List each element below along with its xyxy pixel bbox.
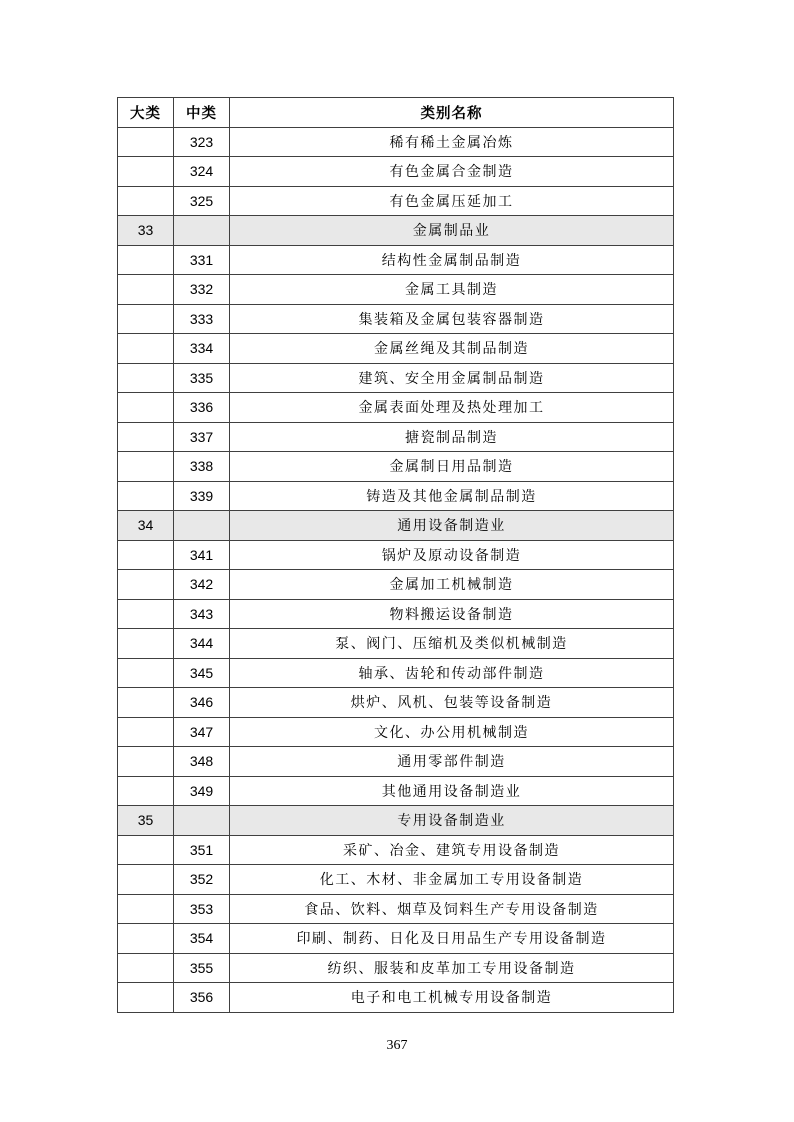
table-row <box>118 304 674 334</box>
category-name-cell: 电子和电工机械专用设备制造 <box>230 983 674 1013</box>
major-class-cell <box>118 953 174 983</box>
major-class-cell <box>118 865 174 895</box>
major-class-cell <box>118 481 174 511</box>
middle-class-cell: 345 <box>174 658 230 688</box>
middle-class-cell: 355 <box>174 953 230 983</box>
middle-class-cell: 348 <box>174 747 230 777</box>
major-class-cell <box>118 688 174 718</box>
middle-class-cell: 347 <box>174 717 230 747</box>
middle-class-cell: 344 <box>174 629 230 659</box>
major-class-cell <box>118 983 174 1013</box>
category-name-cell: 有色金属压延加工 <box>230 186 674 216</box>
category-name-cell: 物料搬运设备制造 <box>230 599 674 629</box>
major-class-cell <box>118 717 174 747</box>
major-class-cell <box>118 570 174 600</box>
category-name-cell: 烘炉、风机、包装等设备制造 <box>230 688 674 718</box>
category-name-cell: 化工、木材、非金属加工专用设备制造 <box>230 865 674 895</box>
industry-classification-table <box>117 97 674 1013</box>
category-name-cell: 有色金属合金制造 <box>230 157 674 187</box>
table-row <box>118 570 674 600</box>
major-class-cell <box>118 835 174 865</box>
category-name-cell: 纺织、服装和皮革加工专用设备制造 <box>230 953 674 983</box>
major-class-cell <box>118 776 174 806</box>
middle-class-cell: 331 <box>174 245 230 275</box>
major-class-cell <box>118 629 174 659</box>
table-row <box>118 481 674 511</box>
category-name-cell: 食品、饮料、烟草及饲料生产专用设备制造 <box>230 894 674 924</box>
category-name-cell: 金属丝绳及其制品制造 <box>230 334 674 364</box>
page-number: 367 <box>386 1038 408 1053</box>
table-row <box>118 422 674 452</box>
table-row <box>118 186 674 216</box>
table-row <box>118 835 674 865</box>
middle-class-cell: 325 <box>174 186 230 216</box>
major-class-cell <box>118 747 174 777</box>
category-name-cell: 轴承、齿轮和传动部件制造 <box>230 658 674 688</box>
major-class-cell <box>118 186 174 216</box>
major-class-cell <box>118 924 174 954</box>
middle-class-cell: 346 <box>174 688 230 718</box>
table-row <box>118 688 674 718</box>
table-row <box>118 127 674 157</box>
table-row <box>118 983 674 1013</box>
middle-class-cell: 341 <box>174 540 230 570</box>
major-class-cell: 33 <box>118 216 174 246</box>
middle-class-cell: 332 <box>174 275 230 305</box>
category-name-cell: 通用设备制造业 <box>230 511 674 541</box>
middle-class-cell: 352 <box>174 865 230 895</box>
header-category-name: 类别名称 <box>230 98 674 128</box>
category-name-cell: 搪瓷制品制造 <box>230 422 674 452</box>
middle-class-cell <box>174 806 230 836</box>
major-class-cell <box>118 363 174 393</box>
category-name-cell: 泵、阀门、压缩机及类似机械制造 <box>230 629 674 659</box>
major-class-cell <box>118 540 174 570</box>
major-class-cell <box>118 393 174 423</box>
table-row <box>118 865 674 895</box>
major-class-cell <box>118 658 174 688</box>
category-name-cell: 稀有稀土金属冶炼 <box>230 127 674 157</box>
major-class-cell <box>118 245 174 275</box>
middle-class-cell: 354 <box>174 924 230 954</box>
middle-class-cell: 336 <box>174 393 230 423</box>
major-class-cell <box>118 422 174 452</box>
table-row <box>118 747 674 777</box>
table-row <box>118 776 674 806</box>
table-row <box>118 511 674 541</box>
category-name-cell: 金属制日用品制造 <box>230 452 674 482</box>
table-row <box>118 334 674 364</box>
category-name-cell: 集装箱及金属包装容器制造 <box>230 304 674 334</box>
major-class-cell <box>118 275 174 305</box>
table-row <box>118 363 674 393</box>
major-class-cell: 35 <box>118 806 174 836</box>
table-row <box>118 953 674 983</box>
middle-class-cell: 343 <box>174 599 230 629</box>
major-class-cell <box>118 304 174 334</box>
middle-class-cell: 349 <box>174 776 230 806</box>
middle-class-cell: 334 <box>174 334 230 364</box>
middle-class-cell: 353 <box>174 894 230 924</box>
category-name-cell: 金属加工机械制造 <box>230 570 674 600</box>
table-row <box>118 245 674 275</box>
major-class-cell <box>118 599 174 629</box>
category-name-cell: 金属表面处理及热处理加工 <box>230 393 674 423</box>
middle-class-cell: 335 <box>174 363 230 393</box>
major-class-cell <box>118 894 174 924</box>
table-body <box>118 127 674 1012</box>
table-row <box>118 157 674 187</box>
major-class-cell: 34 <box>118 511 174 541</box>
table-header <box>118 98 674 128</box>
category-name-cell: 铸造及其他金属制品制造 <box>230 481 674 511</box>
category-name-cell: 金属制品业 <box>230 216 674 246</box>
table-row <box>118 540 674 570</box>
middle-class-cell <box>174 511 230 541</box>
table-row <box>118 894 674 924</box>
table-row <box>118 806 674 836</box>
table-row <box>118 658 674 688</box>
middle-class-cell: 342 <box>174 570 230 600</box>
header-middle-class: 中类 <box>174 98 230 128</box>
middle-class-cell: 338 <box>174 452 230 482</box>
table-row <box>118 629 674 659</box>
category-name-cell: 锅炉及原动设备制造 <box>230 540 674 570</box>
major-class-cell <box>118 452 174 482</box>
middle-class-cell <box>174 216 230 246</box>
middle-class-cell: 333 <box>174 304 230 334</box>
category-name-cell: 采矿、冶金、建筑专用设备制造 <box>230 835 674 865</box>
category-name-cell: 文化、办公用机械制造 <box>230 717 674 747</box>
middle-class-cell: 351 <box>174 835 230 865</box>
major-class-cell <box>118 127 174 157</box>
header-row <box>118 98 674 128</box>
middle-class-cell: 324 <box>174 157 230 187</box>
table-row <box>118 599 674 629</box>
middle-class-cell: 323 <box>174 127 230 157</box>
table-row <box>118 216 674 246</box>
major-class-cell <box>118 157 174 187</box>
category-name-cell: 印刷、制药、日化及日用品生产专用设备制造 <box>230 924 674 954</box>
middle-class-cell: 337 <box>174 422 230 452</box>
major-class-cell <box>118 334 174 364</box>
category-name-cell: 结构性金属制品制造 <box>230 245 674 275</box>
category-name-cell: 专用设备制造业 <box>230 806 674 836</box>
category-name-cell: 金属工具制造 <box>230 275 674 305</box>
header-major-class: 大类 <box>118 98 174 128</box>
category-name-cell: 建筑、安全用金属制品制造 <box>230 363 674 393</box>
table-row <box>118 924 674 954</box>
table-row <box>118 452 674 482</box>
middle-class-cell: 356 <box>174 983 230 1013</box>
category-name-cell: 其他通用设备制造业 <box>230 776 674 806</box>
table-row <box>118 275 674 305</box>
category-name-cell: 通用零部件制造 <box>230 747 674 777</box>
table-row <box>118 717 674 747</box>
table-row <box>118 393 674 423</box>
middle-class-cell: 339 <box>174 481 230 511</box>
